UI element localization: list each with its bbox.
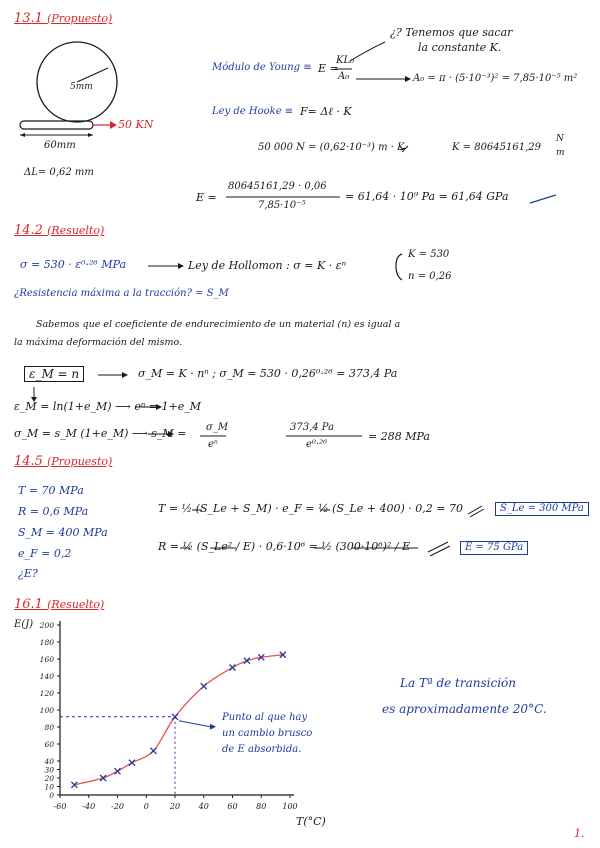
- hooke-label: Ley de Hooke ≡: [212, 106, 294, 117]
- e-den: 7,85·10⁻⁵: [258, 200, 306, 211]
- e-lhs: E =: [196, 191, 217, 204]
- hollomon-law: Ley de Hollomon : σ = K · εⁿ: [188, 259, 347, 272]
- unknown-e: ¿E?: [18, 567, 38, 580]
- annotation-line-1: Punto al que hay: [222, 712, 308, 723]
- hooke-substitution: 50 000 N = (0,62·10⁻³) m · K: [258, 142, 405, 153]
- k-unit-den: m: [556, 148, 565, 158]
- k-unit-num: N: [556, 134, 564, 144]
- x-tick-label: -20: [111, 802, 124, 811]
- sm-line: σ_M = s_M (1+e_M) ⟶ s_M =: [14, 427, 187, 440]
- force-label: 50 KN: [118, 118, 154, 131]
- radius-label: 5mm: [70, 82, 93, 92]
- data-point: [244, 658, 250, 664]
- data-point: [129, 760, 135, 766]
- strain-box: ε_M = n: [24, 366, 84, 382]
- hooke-eq: F= Δℓ · K: [300, 105, 352, 118]
- e-result-box: E = 75 GPa: [460, 541, 528, 555]
- young-lhs: E =: [318, 62, 339, 75]
- data-point: [115, 768, 121, 774]
- x-tick-label: -40: [82, 802, 96, 811]
- data-point: [172, 714, 178, 720]
- y-tick-label: 80: [44, 723, 54, 732]
- question-max-strength: ¿Resistencia máxima a la tracción? = S_M: [14, 288, 229, 299]
- x-tick-label: 0: [143, 802, 149, 811]
- y-tick-label: 120: [39, 689, 54, 698]
- sigma-m-line: σ_M = K · nⁿ ; σ_M = 530 · 0,26⁰·²⁶ = 373,4 Pa: [138, 367, 398, 380]
- explanation-line-1: Sabemos que el coeficiente de endurecimiento de un material (n) es igual a: [36, 319, 401, 330]
- conclusion-line-2: es aproximadamente 20°C.: [382, 702, 547, 716]
- resilience-equation: R = ½ (S_Le² / E) · 0,6·10⁶ = ½ (300·10⁶)² / E: [158, 540, 411, 553]
- hollomon-n: n = 0,26: [408, 271, 452, 282]
- sigma-equation: σ = 530 · ε⁰·²⁶ MPa: [20, 258, 127, 271]
- x-tick-label: -60: [53, 802, 67, 811]
- young-num: KL₀: [336, 55, 355, 66]
- given-ef: e_F = 0,2: [18, 547, 72, 560]
- hollomon-k: K = 530: [408, 249, 450, 260]
- toughness-equation: T = ½ (S_Le + S_M) · e_F = ½ (S_Le + 400) · 0,2 = 70: [158, 502, 463, 515]
- sm-frac2-num: 373,4 Pa: [290, 422, 335, 433]
- section-header-14-2: 14.2 (Resuelto): [14, 223, 105, 238]
- page-number: 1.: [574, 827, 585, 840]
- young-label: Módulo de Young ≡: [212, 62, 312, 73]
- y-tick-label: 20: [44, 774, 54, 783]
- sm-result: = 288 MPa: [368, 430, 430, 443]
- y-tick-label: 100: [39, 706, 54, 715]
- y-tick-label: 10: [44, 782, 54, 792]
- y-tick-label: 0: [49, 791, 54, 800]
- delta-l-label: ΔL= 0,62 mm: [24, 167, 94, 178]
- strain-line: ε_M = ln(1+e_M) ⟶ eⁿ = 1+e_M: [14, 400, 201, 413]
- area-eq: A₀ = π · (5·10⁻³)² = 7,85·10⁻⁵ m²: [413, 73, 578, 84]
- y-tick-label: 60: [44, 740, 54, 749]
- section-header-13-1: 13.1 (Propuesto): [14, 11, 113, 26]
- given-sm: S_M = 400 MPa: [18, 526, 108, 539]
- y-tick-label: 30: [44, 765, 54, 775]
- y-tick-label: 180: [39, 638, 54, 647]
- chart-x-label: T(°C): [296, 815, 326, 828]
- x-tick-label: 40: [198, 802, 209, 811]
- explanation-line-2: la máxima deformación del mismo.: [14, 337, 183, 348]
- y-tick-label: 40: [44, 757, 54, 766]
- length-label: 60mm: [44, 140, 76, 151]
- young-den: A₀: [338, 71, 350, 82]
- y-tick-label: 140: [39, 672, 54, 681]
- x-tick-label: 60: [227, 802, 238, 811]
- e-result: = 61,64 · 10⁹ Pa = 61,64 GPa: [345, 190, 509, 203]
- question-constant: ¿? Tenemos que sacar: [390, 26, 513, 39]
- section-header-16-1: 16.1 (Resuelto): [14, 597, 105, 612]
- given-resilience: R = 0,6 MPa: [18, 505, 89, 518]
- sm-frac2-den: e⁰·²⁶: [306, 439, 328, 450]
- x-tick-label: 100: [282, 802, 298, 811]
- data-point: [230, 665, 236, 671]
- chart-y-label: E(J): [14, 619, 34, 630]
- x-tick-label: 80: [256, 802, 267, 811]
- y-tick-label: 200: [39, 621, 54, 630]
- k-value: K = 80645161,29: [452, 142, 542, 153]
- annotation-arrow: [179, 721, 210, 727]
- sm-frac1-den: eⁿ: [208, 439, 218, 450]
- annotation-line-2: un cambio brusco: [222, 728, 313, 739]
- question-constant-2: la constante K.: [418, 41, 502, 54]
- y-tick-label: 160: [39, 655, 54, 664]
- x-tick-label: 20: [169, 802, 181, 811]
- section-header-14-5: 14.5 (Propuesto): [14, 454, 113, 469]
- given-toughness: T = 70 MPa: [18, 484, 84, 497]
- e-num: 80645161,29 · 0,06: [228, 181, 327, 192]
- annotation-line-3: de E absorbida.: [222, 744, 302, 755]
- annotation-arrowhead: [210, 724, 216, 730]
- conclusion-line-1: La Tª de transición: [400, 676, 517, 690]
- data-point: [201, 683, 207, 689]
- sle-result-box: S_Le = 300 MPa: [495, 502, 589, 516]
- sm-frac1-num: σ_M: [206, 422, 229, 433]
- data-point: [150, 748, 156, 754]
